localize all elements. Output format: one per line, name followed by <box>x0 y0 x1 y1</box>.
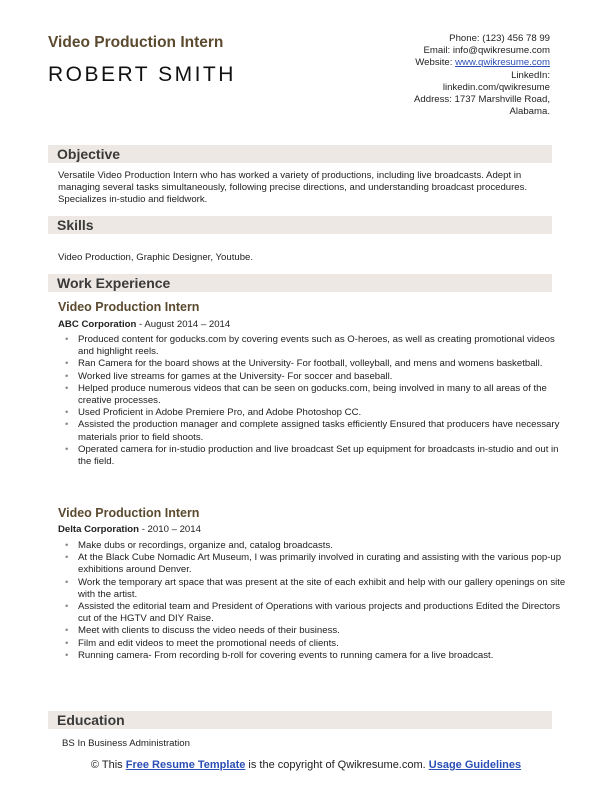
job-1-duties <box>58 334 572 468</box>
contact-address-line1: Address: 1737 Marshville Road, <box>414 94 550 106</box>
job-1-duty: • Worked live streams for games at the University- For soccer and baseball. <box>78 371 572 383</box>
job-1-duty: • Operated camera for in-studio production and live broadcast Set up equipment for broadcasts in-studio and out in the field. <box>78 444 572 468</box>
work-section-header <box>48 274 552 292</box>
job-2-company-line <box>58 524 201 535</box>
job-1-duty: • Ran Camera for the board shows at the University- For football, volleyball, and mens and womens basketball. <box>78 358 572 370</box>
job-1-duty: • Produced content for goducks.com by covering events such as O-heroes, as well as creating promotional videos and highlight reels. <box>78 334 572 358</box>
education-heading: Education <box>57 712 125 728</box>
objective-section-header <box>48 145 552 163</box>
footer-prefix: © This <box>90 759 126 771</box>
contact-website-label: Website: <box>415 57 456 69</box>
header-job-title: Video Production Intern <box>48 34 224 51</box>
contact-email: Email: info@qwikresume.com <box>423 45 550 57</box>
job-1-title: Video Production Intern <box>58 300 200 314</box>
education-degree: BS In Business Administration <box>62 738 190 749</box>
job-2-duty: • Running camera- From recording b-roll for covering events to running camera for a live broadcast. <box>78 650 572 662</box>
job-2-duty: • Make dubs or recordings, organize and, catalog broadcasts. <box>78 540 572 552</box>
job-2-duty: • Film and edit videos to meet the promotional needs of clients. <box>78 638 572 650</box>
job-1-duty: • Assisted the production manager and complete assigned tasks efficiently Ensured that producers have necessary materials prior to field shoots. <box>78 419 572 443</box>
contact-linkedin-value: linkedin.com/qwikresume <box>442 81 550 93</box>
job-1-company: ABC Corporation <box>58 319 137 330</box>
contact-phone: Phone: (123) 456 78 99 <box>449 33 550 44</box>
education-section-header <box>48 711 552 729</box>
job-2-dates: - 2010 – 2014 <box>139 524 201 535</box>
copyright-footer <box>0 759 612 772</box>
free-resume-template-link[interactable]: Free Resume Template <box>125 759 246 771</box>
job-1-dates: - August 2014 – 2014 <box>136 319 231 330</box>
work-heading: Work Experience <box>57 275 171 291</box>
job-2-duty: • At the Black Cube Nomadic Art Museum, I was primarily involved in curating and assisting with the various pop-up exhibitions around Denver. <box>78 552 572 576</box>
website-link[interactable]: www.qwikresume.com <box>455 57 550 69</box>
usage-guidelines-link[interactable]: Usage Guidelines <box>428 759 522 771</box>
contact-website <box>290 57 550 69</box>
job-2-duties <box>58 540 572 662</box>
job-2-duty: • Assisted the editorial team and President of Operations with various projects and productions Edited the Directors cut of the HGTV and DIY Raise. <box>78 601 572 625</box>
job-2-duty: • Work the temporary art space that was present at the site of each exhibit and help with our gallery openings on site with the artist. <box>78 577 572 601</box>
contact-address-line2: Alabama. <box>509 106 550 118</box>
objective-heading: Objective <box>57 146 121 162</box>
contact-block <box>290 33 550 118</box>
candidate-name: ROBERT SMITH <box>48 63 236 86</box>
job-1-duty: • Helped produce numerous videos that can be seen on goducks.com, being involved in many to all areas of the creative processes. <box>78 383 572 407</box>
skills-section-header <box>48 216 552 234</box>
job-2-company: Delta Corporation <box>58 524 140 535</box>
job-1-company-line <box>58 319 230 330</box>
job-2-duty: • Meet with clients to discuss the video needs of their business. <box>78 625 572 637</box>
skills-text: Video Production, Graphic Designer, Youtube. <box>58 252 254 263</box>
footer-middle: is the copyright of Qwikresume.com. <box>245 759 429 771</box>
job-1-duty: • Used Proficient in Adobe Premiere Pro, and Adobe Photoshop CC. <box>78 407 572 419</box>
skills-heading: Skills <box>57 217 94 233</box>
objective-text: Versatile Video Production Intern who has worked a variety of productions, including live broadcasts. Adept in managing several tasks simultaneously, following precise directions, and understanding broadcast procedures. Specializes in-studio and fieldwork. <box>58 170 528 206</box>
job-2-title: Video Production Intern <box>58 506 200 520</box>
contact-linkedin-label: LinkedIn: <box>511 69 550 81</box>
